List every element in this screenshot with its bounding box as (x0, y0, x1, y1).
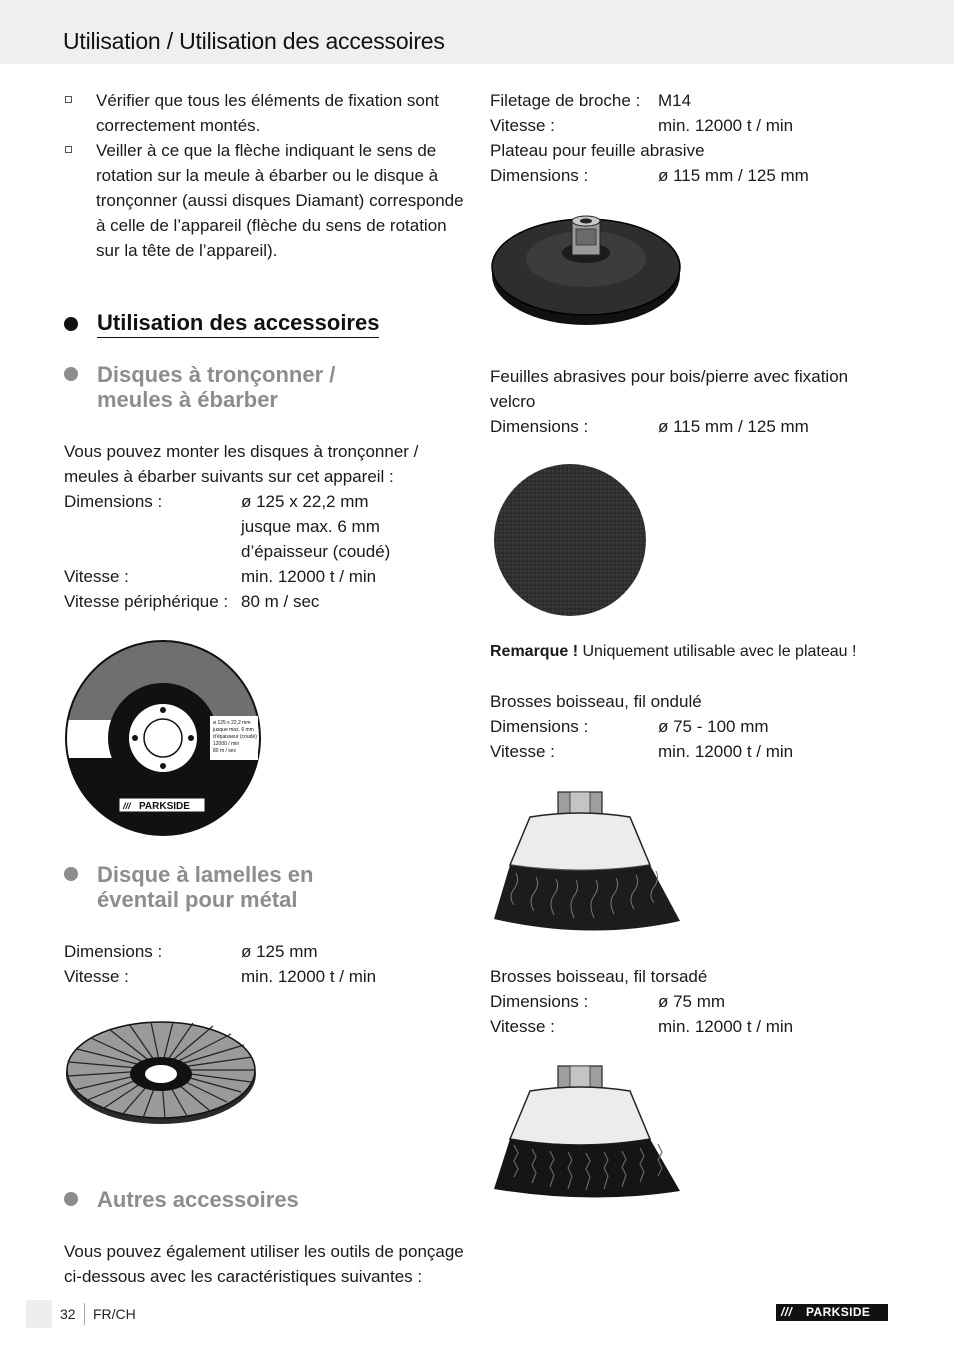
disc-label-line: 12000 / min (213, 741, 240, 747)
backing-plate-specs (490, 88, 910, 188)
spec-row: Vitesse périphérique : 80 m / sec (64, 592, 320, 611)
wavy-brush-specs: Brosses boisseau, fil ondulé Dimensions : ø 75 - 100 mm Vitesse : min. 12000 t / min (490, 689, 910, 764)
spec-row: Dimensions : ø 115 mm / 125 mm (490, 417, 809, 436)
section-bullet-icon (64, 317, 78, 331)
subsection-title-flap-disc: Disque à lamelles en éventail pour métal (97, 862, 314, 912)
language-code: FR/CH (93, 1306, 136, 1322)
spec-row: Plateau pour feuille abrasive (490, 141, 705, 160)
disc-label-line: jusque max. 6 mm (213, 727, 254, 733)
spec-row: Dimensions : ø 75 - 100 mm (490, 717, 769, 736)
spec-row: Vitesse : min. 12000 t / min (64, 567, 377, 586)
subsection-bullet-icon (64, 1192, 78, 1206)
checkbox-bullet-icon (65, 146, 72, 153)
spec-row: Vitesse : min. 12000 t / min (64, 967, 377, 986)
subsection-bullet-icon (64, 867, 78, 881)
subsection-title-cutting-discs: Disques à tronçonner / meules à ébarber (97, 362, 336, 412)
spec-row: Dimensions : ø 125 mm (64, 942, 318, 961)
disc-label-line: d’épaisseur (coudé) (213, 734, 257, 740)
page-header (0, 0, 954, 64)
other-accessories-intro: Vous pouvez également utiliser les outils de ponçage ci-dessous avec les caractéristiques suivantes : (64, 1242, 464, 1286)
subsection-title-other-accessories: Autres accessoires (97, 1187, 299, 1212)
page-title: Utilisation / Utilisation des accessoires (63, 28, 445, 54)
brand-logo (776, 1304, 888, 1321)
spec-row: Vitesse : min. 12000 t / min (490, 742, 794, 761)
backing-plate-image (490, 207, 686, 327)
abrasive-sheets-specs: Feuilles abrasives pour bois/pierre avec fixation velcro Dimensions : ø 115 mm / 125 mm (490, 364, 910, 439)
spec-row: Dimensions : ø 125 x 22,2 mm (64, 492, 369, 511)
brand-name: PARKSIDE (806, 1305, 871, 1319)
twisted-brush-specs: Brosses boisseau, fil torsadé Dimensions : ø 75 mm Vitesse : min. 12000 t / min (490, 964, 910, 1039)
footer-divider (84, 1303, 85, 1325)
spec-row: Dimensions : ø 75 mm (490, 992, 726, 1011)
bullet-item: Vérifier que tous les éléments de fixation sont correctement montés. (63, 88, 473, 138)
subsection-bullet-icon (64, 367, 78, 381)
brand-mark: /// (781, 1305, 793, 1319)
spec-row: Filetage de broche : M14 (490, 91, 692, 110)
page-number: 32 (60, 1306, 76, 1322)
abrasive-sheet-image (492, 462, 650, 620)
spec-row: d’épaisseur (coudé) (241, 542, 391, 561)
section-title: Utilisation des accessoires (97, 310, 379, 336)
spec-row: Vitesse : min. 12000 t / min (490, 116, 794, 135)
footer-marker (26, 1300, 52, 1328)
safety-bullets (63, 88, 473, 263)
spec-row: Dimensions : ø 115 mm / 125 mm (490, 166, 809, 185)
twisted-wire-cup-brush-image (490, 1063, 686, 1205)
spec-row: jusque max. 6 mm (241, 517, 380, 536)
disc-brand-mark: /// (123, 801, 131, 811)
spec-row: Vitesse : min. 12000 t / min (490, 1017, 794, 1036)
disc-brand-name: PARKSIDE (139, 801, 190, 812)
flap-disc-image (63, 1012, 259, 1126)
flap-disc-specs (64, 939, 464, 989)
wavy-wire-cup-brush-image (490, 789, 686, 941)
note-label: Remarque ! (490, 643, 579, 660)
bullet-item: Veiller à ce que la flèche indiquant le sens de rotation sur la meule à ébarber ou le disque à tronçonner (aussi disques Diamant) corresponde à celle de l’appareil (flèche du sens de rotation sur la tête de l’appareil). (63, 138, 473, 263)
cutting-discs-specs: Vous pouvez monter les disques à tronçonner / meules à ébarber suivants sur cet appareil : Dimensions : ø 125 x 22,2 mm jusque max. 6 mm d’épaisseur (coudé) Vitesse : min. 12000 t / min Vitesse périphérique : 80 m / sec (64, 439, 464, 614)
disc-label-line: 80 m / sec (213, 748, 237, 754)
cutting-disc-image (63, 640, 263, 836)
note (490, 639, 930, 664)
note-text: Uniquement utilisable avec le plateau ! (578, 643, 857, 660)
checkbox-bullet-icon (65, 96, 72, 103)
disc-label-line: ø 125 x 22,2 mm (213, 720, 251, 726)
